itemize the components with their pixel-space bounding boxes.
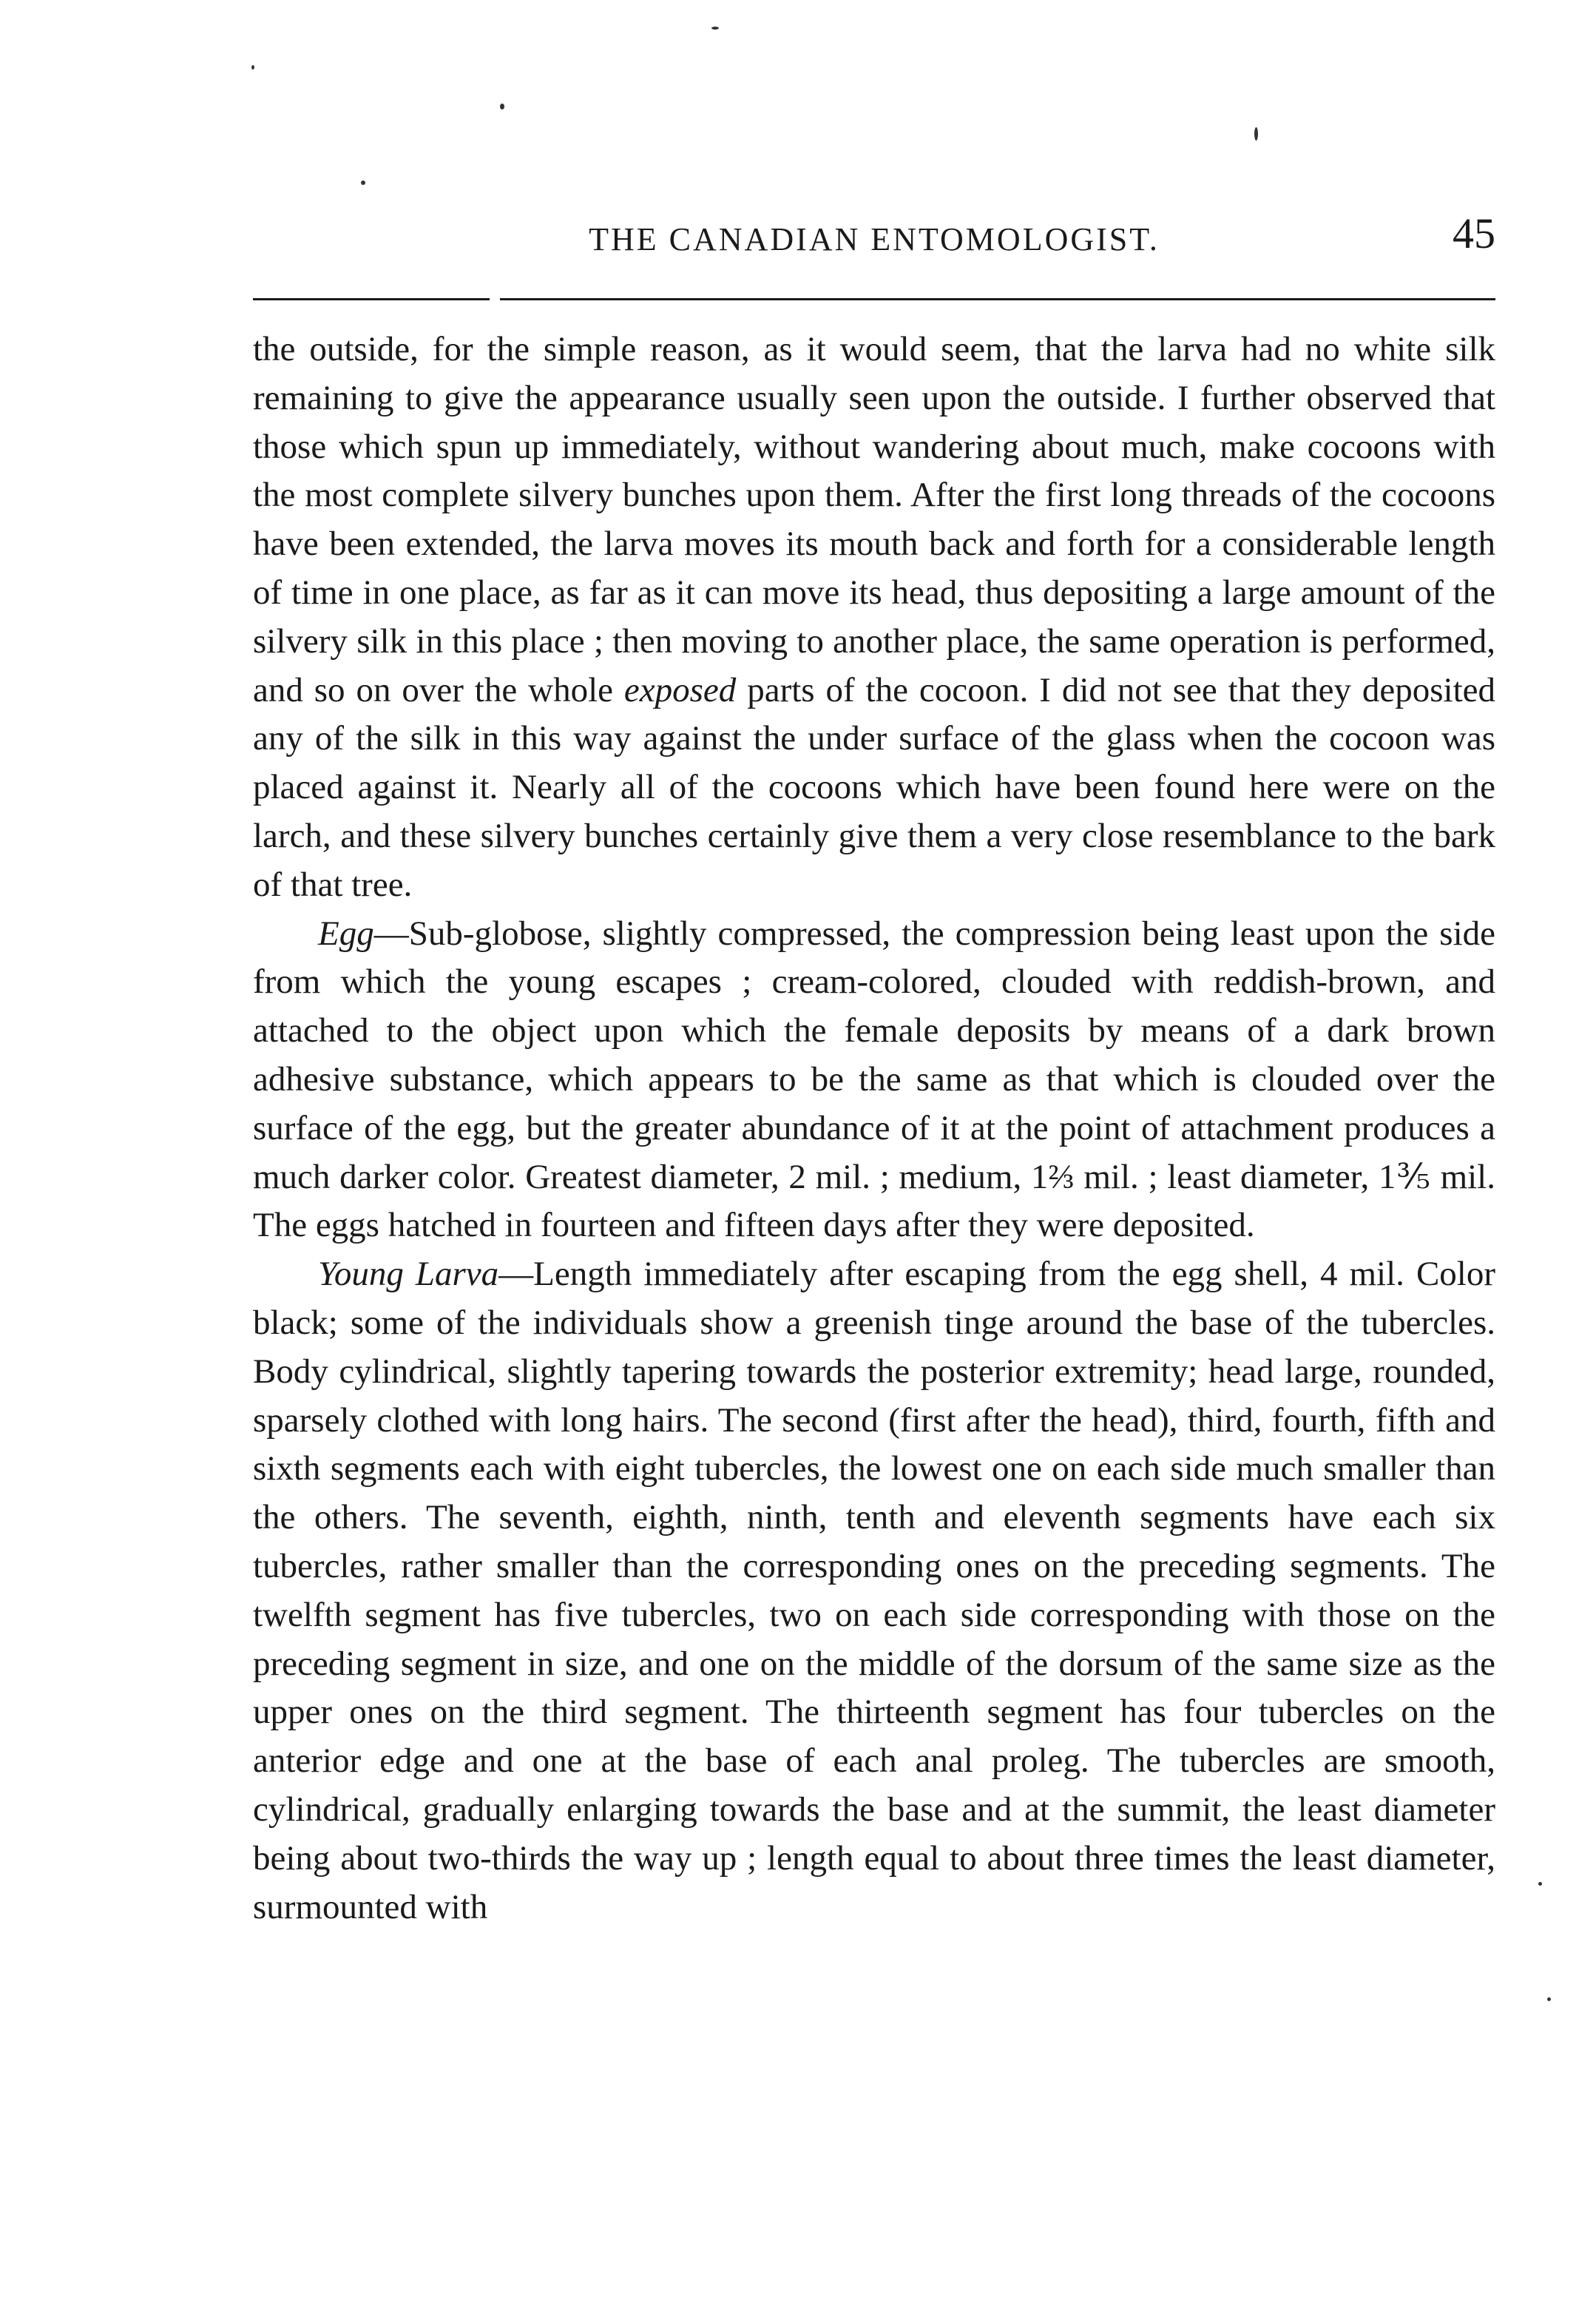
italic-term: exposed xyxy=(623,670,737,709)
page-header xyxy=(253,209,1495,268)
header-rule-right xyxy=(500,298,1495,300)
scan-speck xyxy=(1254,127,1258,141)
paragraph-text: the outside, for the simple reason, as it would seem, that the larva had no white silk remaining to give the appearance usually seen upon the outside. I further observed that those which spun up immediately, without wandering about much, make cocoons with the most complete silvery bunches upon them. After the first long threads of the cocoons have been extended, the larva moves its mouth back and forth for a considerable length of time in one place, as far as it can move its head, thus depositing a large amount of the silvery silk in this place ; then moving to another place, the same operation is performed, and so on over the whole xyxy=(253,330,1495,709)
body-text xyxy=(253,326,1495,1932)
paragraph-young-larva xyxy=(253,1250,1495,1932)
header-rule-left xyxy=(253,298,490,300)
running-title: THE CANADIAN ENTOMOLOGIST. xyxy=(589,221,1160,257)
scan-speck xyxy=(361,181,365,185)
scan-speck xyxy=(251,65,254,70)
paragraph-text: —Sub-globose, slightly compressed, the compression being least upon the side from which the young escapes ; cream-colored, clouded with reddish-brown, and attached to the object upon which the female deposits by means of a dark brown adhesive substance, which appears to be the same as that which is clouded over the surface of the egg, but the greater abundance of it at the point of attachment produces a much darker color. Greatest diameter, 2 mil. ; medium, 1⅔ mil. ; least diameter, 1⅗ mil. The eggs hatched in fourteen and fifteen days after they were deposited. xyxy=(253,914,1495,1245)
scan-speck xyxy=(1547,1997,1551,2001)
paragraph-cocoon xyxy=(253,326,1495,910)
paragraph-text: —Length immediately after escaping from the egg shell, 4 mil. Color black; some of the individuals show a greenish tinge around the base of the tubercles. Body cylindrical, slightly tapering towards the posterior extremity; head large, rounded, sparsely clothed with long hairs. The second (first after the head), third, fourth, fifth and sixth segments each with eight tubercles, the lowest one on each side much smaller than the others. The seventh, eighth, ninth, tenth and eleventh segments have each six tubercles, rather smaller than the corresponding ones on the preceding segments. The twelfth segment has five tubercles, two on each side corresponding with those on the preceding segment in size, and one on the middle of the dorsum of the same size as the upper ones on the third segment. The thirteenth segment has four tubercles on the anterior edge and one at the base of each anal proleg. The tubercles are smooth, cylindrical, gradually enlarging towards the base and at the summit, the least diameter being about two-thirds the way up ; length equal to about three times the least diameter, surmounted with xyxy=(253,1255,1495,1926)
paragraph-egg xyxy=(253,910,1495,1251)
section-heading-egg: Egg xyxy=(318,914,374,953)
scan-speck xyxy=(711,27,719,30)
section-heading-young-larva: Young Larva xyxy=(318,1255,499,1294)
page-number: 45 xyxy=(1453,209,1495,257)
scan-speck xyxy=(500,104,504,109)
scan-speck xyxy=(1538,1882,1542,1886)
paragraph-text-continued: parts of the cocoon. I did not see that they deposited any of the silk in this way against the under surface of the glass when the cocoon was placed against it. Nearly all of the cocoons which have been found here were on the larch, and these silvery bunches certainly give them a very close resemblance to the bark of that tree. xyxy=(253,670,1496,904)
